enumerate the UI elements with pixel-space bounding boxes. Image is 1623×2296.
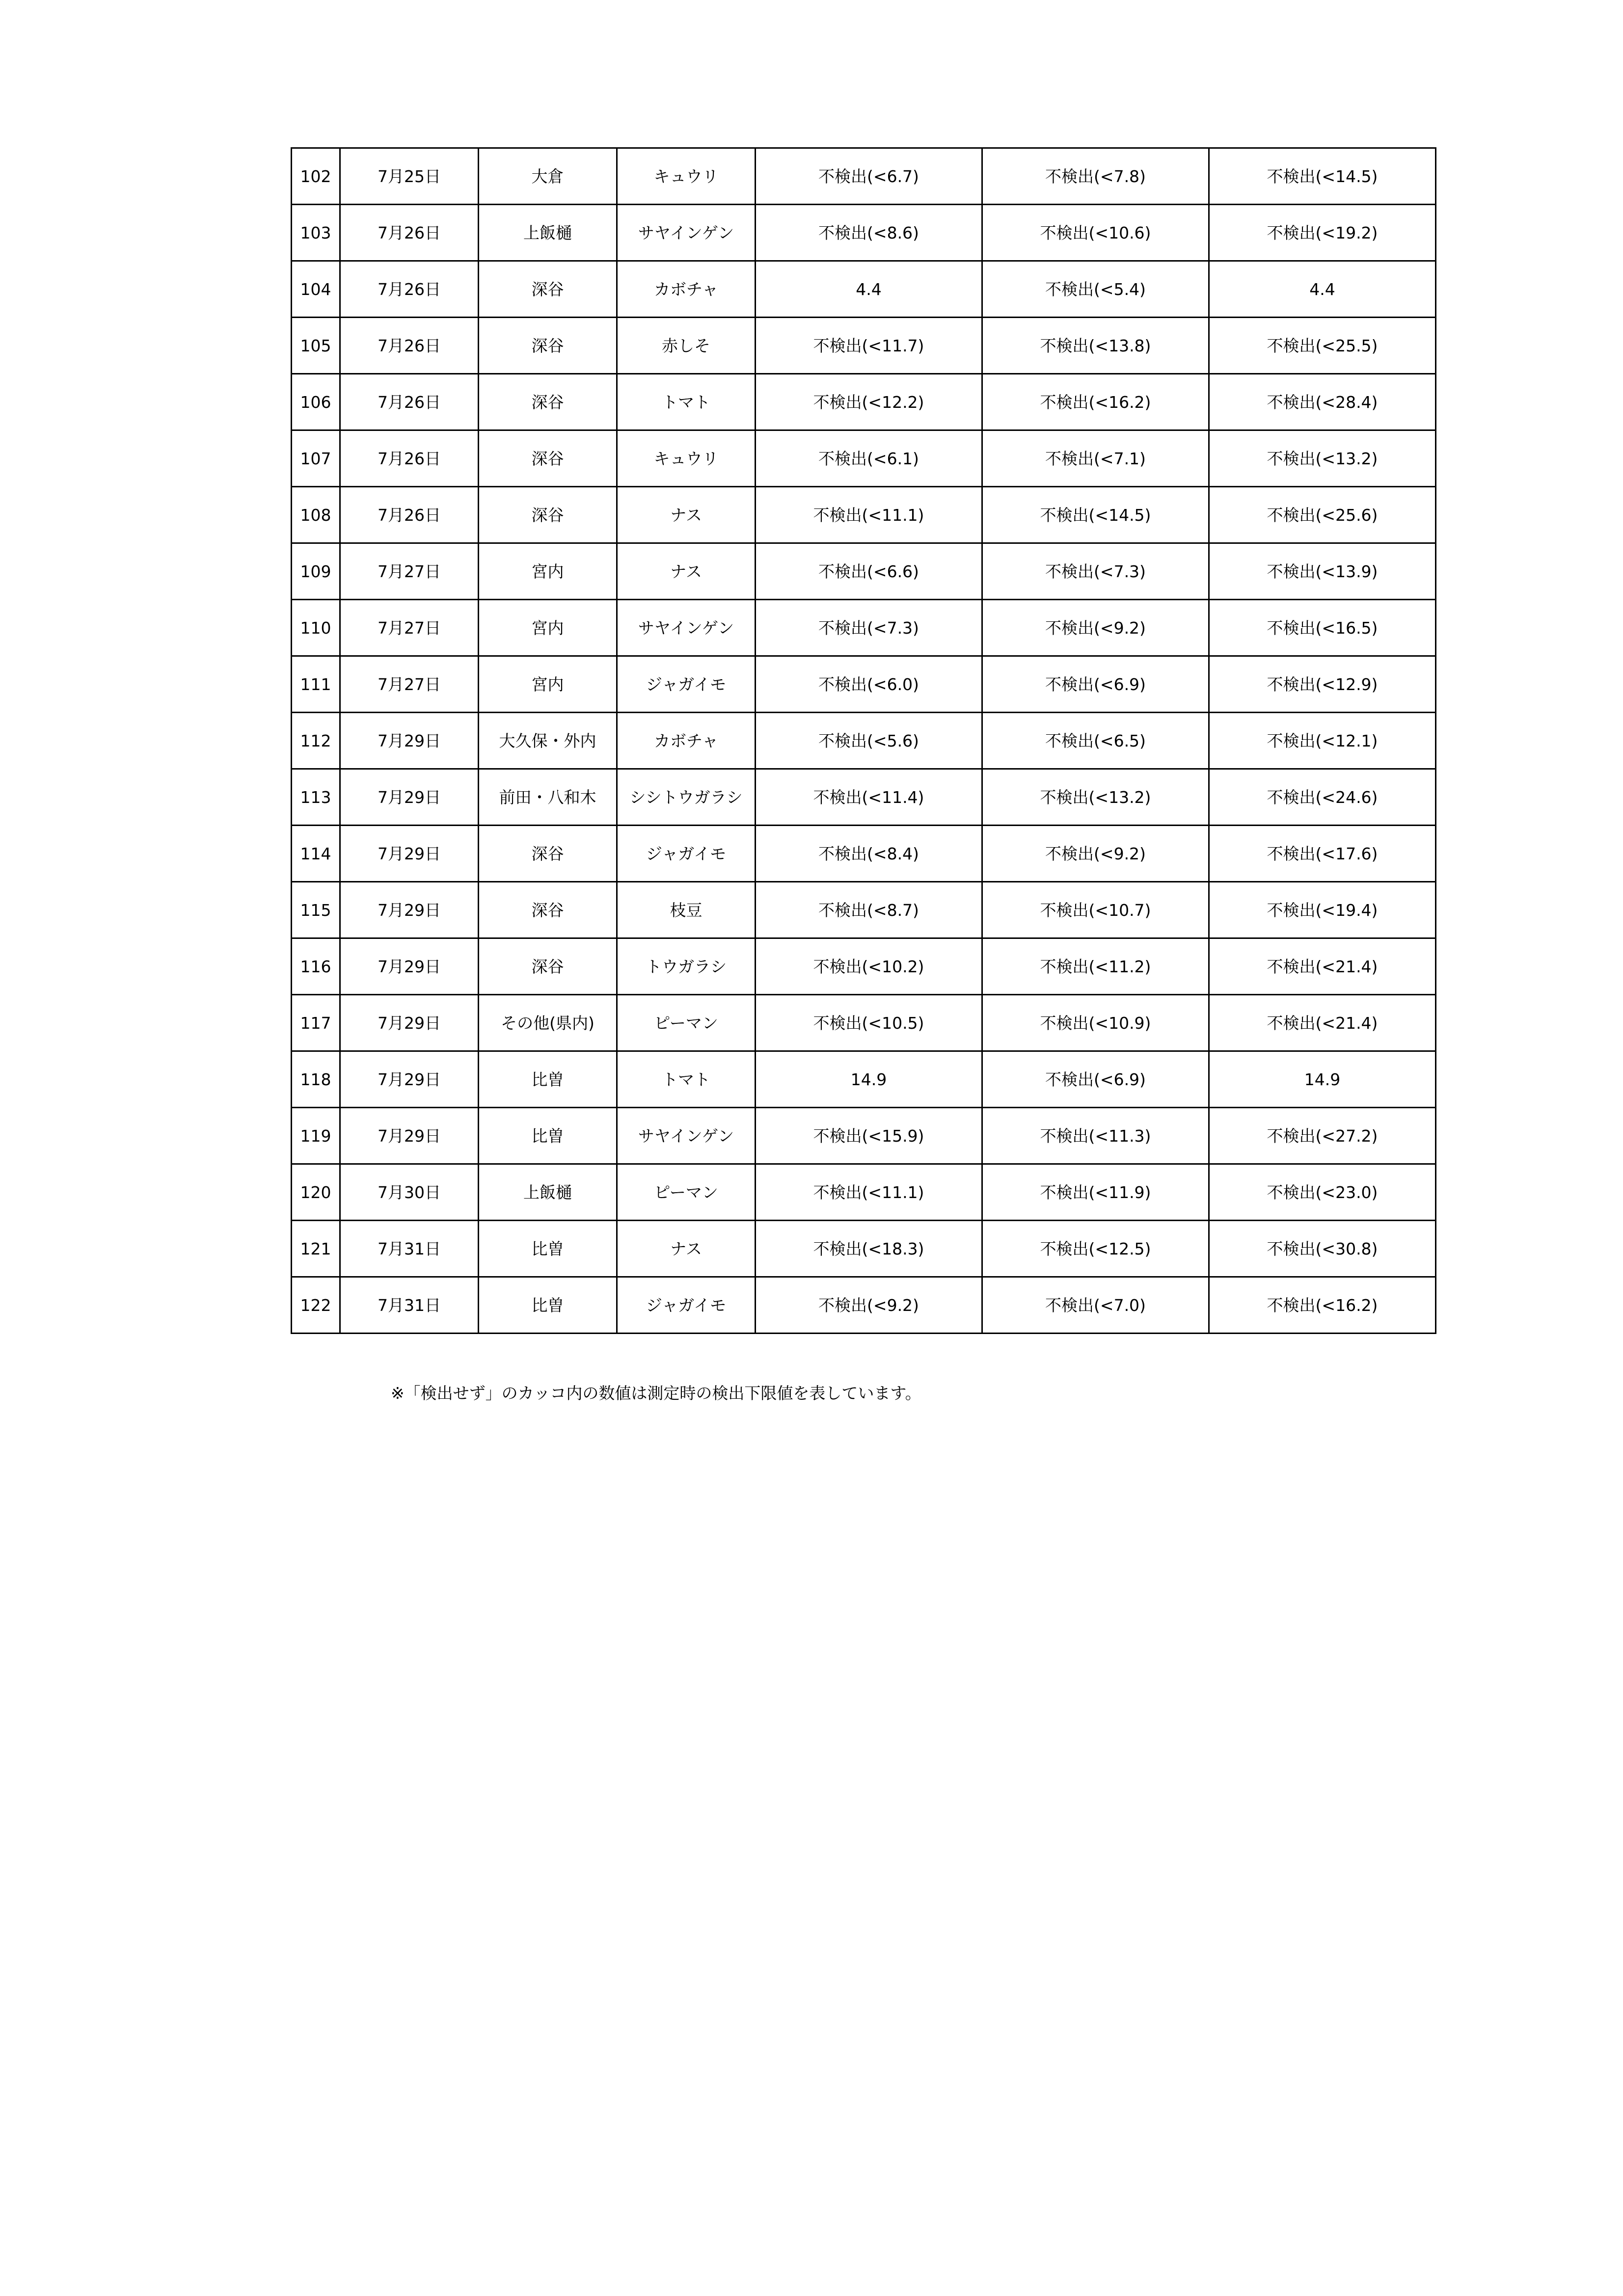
date-cell: 7月31日 — [340, 1221, 479, 1277]
item-cell: ジャガイモ — [617, 656, 756, 713]
value-cell-1: 不検出(<11.4) — [756, 769, 982, 826]
value-cell-1: 不検出(<11.7) — [756, 318, 982, 374]
value-cell-2: 不検出(<10.9) — [982, 995, 1209, 1051]
table-row — [292, 656, 1436, 713]
area-cell: 深谷 — [479, 882, 617, 938]
row-number-cell: 105 — [292, 318, 340, 374]
table-row — [292, 713, 1436, 769]
row-number-cell: 104 — [292, 261, 340, 318]
date-cell: 7月29日 — [340, 882, 479, 938]
table-row — [292, 430, 1436, 487]
item-cell: カボチャ — [617, 261, 756, 318]
value-cell-1: 不検出(<5.6) — [756, 713, 982, 769]
table-row — [292, 318, 1436, 374]
value-cell-2: 不検出(<7.8) — [982, 148, 1209, 205]
item-cell: ナス — [617, 487, 756, 543]
item-cell: サヤインゲン — [617, 1108, 756, 1164]
date-cell: 7月31日 — [340, 1277, 479, 1334]
value-cell-3: 不検出(<12.9) — [1209, 656, 1436, 713]
date-cell: 7月29日 — [340, 826, 479, 882]
area-cell: 比曽 — [479, 1277, 617, 1334]
table-row — [292, 1221, 1436, 1277]
date-cell: 7月29日 — [340, 995, 479, 1051]
table-row — [292, 261, 1436, 318]
value-cell-1: 不検出(<6.7) — [756, 148, 982, 205]
area-cell: 深谷 — [479, 261, 617, 318]
row-number-cell: 118 — [292, 1051, 340, 1108]
table-row — [292, 1277, 1436, 1334]
area-cell: 深谷 — [479, 374, 617, 430]
row-number-cell: 110 — [292, 600, 340, 656]
value-cell-1: 4.4 — [756, 261, 982, 318]
value-cell-1: 不検出(<11.1) — [756, 1164, 982, 1221]
value-cell-2: 不検出(<7.1) — [982, 430, 1209, 487]
date-cell: 7月26日 — [340, 261, 479, 318]
value-cell-3: 不検出(<21.4) — [1209, 995, 1436, 1051]
row-number-cell: 111 — [292, 656, 340, 713]
value-cell-1: 不検出(<7.3) — [756, 600, 982, 656]
area-cell: 比曽 — [479, 1108, 617, 1164]
row-number-cell: 112 — [292, 713, 340, 769]
table-row — [292, 1164, 1436, 1221]
value-cell-3: 不検出(<19.2) — [1209, 205, 1436, 261]
value-cell-2: 不検出(<9.2) — [982, 600, 1209, 656]
row-number-cell: 108 — [292, 487, 340, 543]
value-cell-1: 不検出(<6.0) — [756, 656, 982, 713]
table-row — [292, 374, 1436, 430]
table-row — [292, 1108, 1436, 1164]
value-cell-2: 不検出(<10.7) — [982, 882, 1209, 938]
value-cell-1: 不検出(<6.6) — [756, 543, 982, 600]
date-cell: 7月26日 — [340, 487, 479, 543]
value-cell-3: 不検出(<14.5) — [1209, 148, 1436, 205]
date-cell: 7月26日 — [340, 374, 479, 430]
value-cell-3: 不検出(<27.2) — [1209, 1108, 1436, 1164]
value-cell-2: 不検出(<14.5) — [982, 487, 1209, 543]
footnote: ※「検出せず」のカッコ内の数値は測定時の検出下限値を表しています。 — [391, 1384, 921, 1403]
table-row — [292, 995, 1436, 1051]
value-cell-3: 14.9 — [1209, 1051, 1436, 1108]
date-cell: 7月29日 — [340, 713, 479, 769]
date-cell: 7月29日 — [340, 938, 479, 995]
date-cell: 7月27日 — [340, 656, 479, 713]
value-cell-3: 不検出(<19.4) — [1209, 882, 1436, 938]
date-cell: 7月29日 — [340, 769, 479, 826]
results-table — [291, 147, 1436, 1334]
value-cell-2: 不検出(<11.3) — [982, 1108, 1209, 1164]
value-cell-3: 不検出(<25.6) — [1209, 487, 1436, 543]
date-cell: 7月27日 — [340, 543, 479, 600]
value-cell-3: 不検出(<17.6) — [1209, 826, 1436, 882]
item-cell: ピーマン — [617, 1164, 756, 1221]
row-number-cell: 121 — [292, 1221, 340, 1277]
value-cell-1: 不検出(<10.5) — [756, 995, 982, 1051]
item-cell: カボチャ — [617, 713, 756, 769]
value-cell-2: 不検出(<7.0) — [982, 1277, 1209, 1334]
table-row — [292, 487, 1436, 543]
value-cell-1: 不検出(<11.1) — [756, 487, 982, 543]
value-cell-2: 不検出(<6.5) — [982, 713, 1209, 769]
row-number-cell: 106 — [292, 374, 340, 430]
value-cell-1: 不検出(<15.9) — [756, 1108, 982, 1164]
area-cell: 宮内 — [479, 543, 617, 600]
area-cell: 大倉 — [479, 148, 617, 205]
value-cell-2: 不検出(<9.2) — [982, 826, 1209, 882]
row-number-cell: 120 — [292, 1164, 340, 1221]
item-cell: サヤインゲン — [617, 600, 756, 656]
table-row — [292, 769, 1436, 826]
area-cell: 大久保・外内 — [479, 713, 617, 769]
area-cell: 宮内 — [479, 600, 617, 656]
row-number-cell: 119 — [292, 1108, 340, 1164]
area-cell: 比曽 — [479, 1221, 617, 1277]
area-cell: 前田・八和木 — [479, 769, 617, 826]
area-cell: 深谷 — [479, 826, 617, 882]
value-cell-1: 14.9 — [756, 1051, 982, 1108]
value-cell-1: 不検出(<9.2) — [756, 1277, 982, 1334]
value-cell-2: 不検出(<12.5) — [982, 1221, 1209, 1277]
item-cell: キュウリ — [617, 430, 756, 487]
area-cell: 上飯樋 — [479, 205, 617, 261]
value-cell-3: 不検出(<21.4) — [1209, 938, 1436, 995]
table-row — [292, 205, 1436, 261]
item-cell: キュウリ — [617, 148, 756, 205]
item-cell: ピーマン — [617, 995, 756, 1051]
table-body — [292, 148, 1436, 1334]
row-number-cell: 114 — [292, 826, 340, 882]
value-cell-3: 不検出(<16.5) — [1209, 600, 1436, 656]
value-cell-2: 不検出(<6.9) — [982, 656, 1209, 713]
value-cell-2: 不検出(<11.9) — [982, 1164, 1209, 1221]
row-number-cell: 117 — [292, 995, 340, 1051]
value-cell-2: 不検出(<16.2) — [982, 374, 1209, 430]
item-cell: トマト — [617, 1051, 756, 1108]
row-number-cell: 113 — [292, 769, 340, 826]
value-cell-3: 不検出(<23.0) — [1209, 1164, 1436, 1221]
table-row — [292, 600, 1436, 656]
area-cell: 深谷 — [479, 430, 617, 487]
date-cell: 7月30日 — [340, 1164, 479, 1221]
date-cell: 7月29日 — [340, 1051, 479, 1108]
date-cell: 7月29日 — [340, 1108, 479, 1164]
value-cell-3: 不検出(<24.6) — [1209, 769, 1436, 826]
item-cell: 枝豆 — [617, 882, 756, 938]
item-cell: トウガラシ — [617, 938, 756, 995]
item-cell: ナス — [617, 1221, 756, 1277]
value-cell-1: 不検出(<10.2) — [756, 938, 982, 995]
area-cell: 宮内 — [479, 656, 617, 713]
value-cell-3: 不検出(<25.5) — [1209, 318, 1436, 374]
value-cell-2: 不検出(<5.4) — [982, 261, 1209, 318]
table-row — [292, 826, 1436, 882]
item-cell: サヤインゲン — [617, 205, 756, 261]
date-cell: 7月26日 — [340, 430, 479, 487]
row-number-cell: 102 — [292, 148, 340, 205]
value-cell-2: 不検出(<13.2) — [982, 769, 1209, 826]
table-row — [292, 148, 1436, 205]
table-row — [292, 938, 1436, 995]
value-cell-3: 不検出(<28.4) — [1209, 374, 1436, 430]
value-cell-1: 不検出(<8.7) — [756, 882, 982, 938]
row-number-cell: 115 — [292, 882, 340, 938]
area-cell: 深谷 — [479, 938, 617, 995]
value-cell-2: 不検出(<11.2) — [982, 938, 1209, 995]
item-cell: トマト — [617, 374, 756, 430]
row-number-cell: 103 — [292, 205, 340, 261]
item-cell: ジャガイモ — [617, 826, 756, 882]
value-cell-3: 不検出(<30.8) — [1209, 1221, 1436, 1277]
area-cell: その他(県内) — [479, 995, 617, 1051]
row-number-cell: 122 — [292, 1277, 340, 1334]
date-cell: 7月25日 — [340, 148, 479, 205]
area-cell: 深谷 — [479, 318, 617, 374]
value-cell-2: 不検出(<6.9) — [982, 1051, 1209, 1108]
table-row — [292, 543, 1436, 600]
date-cell: 7月26日 — [340, 205, 479, 261]
row-number-cell: 109 — [292, 543, 340, 600]
date-cell: 7月26日 — [340, 318, 479, 374]
row-number-cell: 107 — [292, 430, 340, 487]
value-cell-1: 不検出(<12.2) — [756, 374, 982, 430]
area-cell: 比曽 — [479, 1051, 617, 1108]
area-cell: 深谷 — [479, 487, 617, 543]
value-cell-1: 不検出(<6.1) — [756, 430, 982, 487]
row-number-cell: 116 — [292, 938, 340, 995]
value-cell-1: 不検出(<8.6) — [756, 205, 982, 261]
table-row — [292, 882, 1436, 938]
item-cell: ジャガイモ — [617, 1277, 756, 1334]
table-row — [292, 1051, 1436, 1108]
item-cell: ナス — [617, 543, 756, 600]
item-cell: 赤しそ — [617, 318, 756, 374]
value-cell-2: 不検出(<13.8) — [982, 318, 1209, 374]
item-cell: シシトウガラシ — [617, 769, 756, 826]
value-cell-3: 不検出(<13.2) — [1209, 430, 1436, 487]
value-cell-1: 不検出(<8.4) — [756, 826, 982, 882]
value-cell-3: 不検出(<12.1) — [1209, 713, 1436, 769]
value-cell-2: 不検出(<7.3) — [982, 543, 1209, 600]
area-cell: 上飯樋 — [479, 1164, 617, 1221]
value-cell-3: 4.4 — [1209, 261, 1436, 318]
value-cell-1: 不検出(<18.3) — [756, 1221, 982, 1277]
value-cell-2: 不検出(<10.6) — [982, 205, 1209, 261]
value-cell-3: 不検出(<16.2) — [1209, 1277, 1436, 1334]
date-cell: 7月27日 — [340, 600, 479, 656]
value-cell-3: 不検出(<13.9) — [1209, 543, 1436, 600]
